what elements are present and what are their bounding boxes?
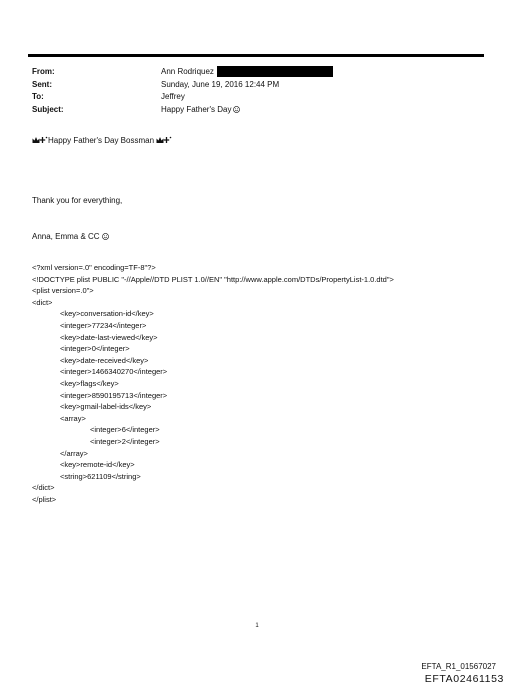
sent-value: Sunday, June 19, 2016 12:44 PM [161, 79, 280, 89]
bates-stamp-primary: EFTA_R1_01567027 [421, 662, 496, 671]
to-row [32, 91, 472, 104]
greeting-text: Happy Father's Day Bossman [48, 136, 155, 145]
signature-line [32, 231, 122, 243]
to-label: To: [32, 92, 44, 101]
subject-label: Subject: [32, 104, 64, 114]
plist-line: <key>date-received</key> [60, 355, 149, 365]
greeting-line [32, 135, 172, 147]
plist-line: </plist> [32, 494, 57, 504]
signature-text: Anna, Emma & CC [32, 232, 100, 241]
plist-line: </dict> [32, 483, 55, 493]
sent-row [32, 79, 472, 92]
subject-text: Happy Father's Day [161, 104, 232, 114]
plist-line: <!DOCTYPE plist PUBLIC "-//Apple//DTD PLIST 1.0//EN" "http://www.apple.com/DTDs/PropertyList-1.0.dtd"> [32, 274, 394, 284]
plist-block [32, 262, 394, 505]
subject-value [161, 104, 240, 117]
from-value [161, 66, 333, 79]
plist-line: <key>gmail-label-ids</key> [60, 402, 152, 412]
smiley-face-icon [102, 233, 109, 240]
plist-line: <key>remote-id</key> [60, 460, 135, 470]
page-number: 1 [255, 623, 259, 629]
redaction-block [217, 66, 333, 77]
to-value: Jeffrey [161, 92, 185, 101]
bates-stamp-secondary: EFTA02461153 [424, 673, 504, 685]
smiley-face-icon [233, 106, 240, 113]
from-name: Ann Rodriquez [161, 67, 214, 76]
sent-label: Sent: [32, 79, 52, 89]
plist-line: <string>621109</string> [60, 471, 141, 481]
closing-block [32, 171, 122, 255]
subject-row [32, 104, 472, 117]
plist-line: <integer>8590195713</integer> [60, 390, 168, 400]
plist-line: <plist version=.0"> [32, 286, 94, 296]
plist-line: <integer>1466340270</integer> [60, 367, 168, 377]
plist-line: <key>flags</key> [60, 378, 119, 388]
plist-line: <integer>0</integer> [60, 344, 130, 354]
plist-line: </array> [60, 448, 88, 458]
plist-line: <key>date-last-viewed</key> [60, 332, 158, 342]
plist-line: <array> [60, 413, 86, 423]
plist-line: <key>conversation-id</key> [60, 309, 154, 319]
plist-line: <dict> [32, 297, 53, 307]
plist-line: <?xml version=.0" encoding=TF-8"?> [32, 263, 156, 272]
email-header [32, 66, 472, 116]
header-divider [28, 54, 484, 57]
crown-sparkle-icon [156, 136, 172, 144]
plist-line: <integer>6</integer> [90, 425, 160, 435]
plist-line: <integer>2</integer> [90, 436, 160, 446]
from-label: From: [32, 67, 55, 76]
crown-sparkle-icon [32, 136, 48, 144]
plist-line: <integer>77234</integer> [60, 320, 147, 330]
from-row [32, 66, 472, 79]
thanks-line: Thank you for everything, [32, 196, 123, 205]
